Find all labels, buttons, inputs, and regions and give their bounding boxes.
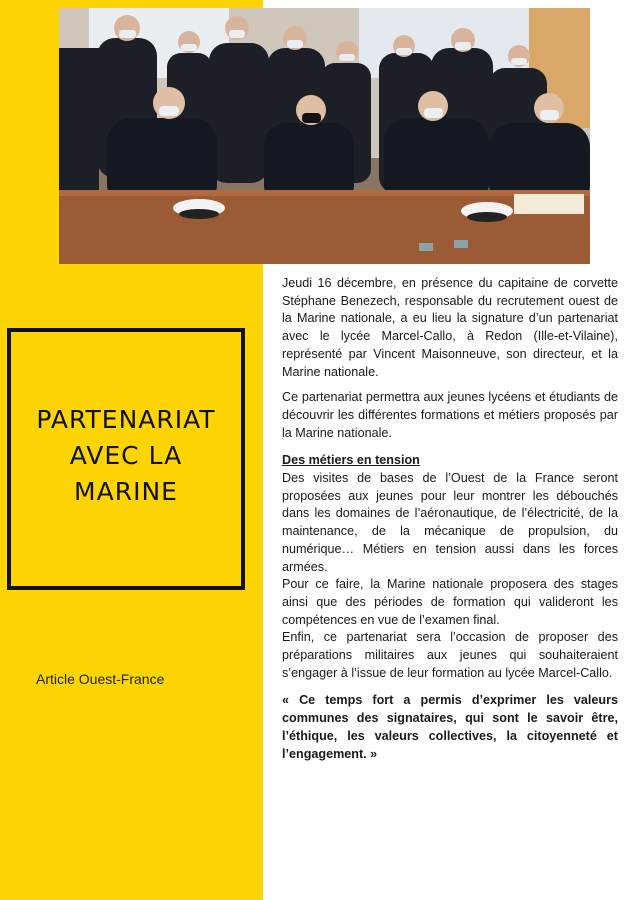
article-quote: « Ce temps fort a permis d’exprimer les valeurs communes des signataires, qui sont le savoir être, l’éthique, les valeurs collectives, la citoyenneté et l’engagement. » [282, 693, 618, 761]
group-photo [59, 8, 590, 264]
article-source: Article Ouest-France [36, 671, 165, 687]
article-paragraph-2: Ce partenariat permettra aux jeunes lycéens et étudiants de découvrir les différentes formations et métiers proposés par la Marine nationale. [282, 390, 618, 440]
title-frame [7, 328, 245, 590]
article-paragraph-4: Pour ce faire, la Marine nationale proposera des stages ainsi que des périodes de formation qui valideront les compétences en vue de l’examen final. [282, 577, 618, 627]
article-paragraph-3: Des visites de bases de l’Ouest de la France seront proposées aux jeunes pour leur montrer les débouchés dans les domaines de l’aéronautique, de l’électricité, de la maintenance, de la mécanique de propulsion, du numérique… Métiers en tension aussi dans les forces armées. [282, 471, 618, 574]
section-heading: Des métiers en tension [282, 453, 420, 468]
page-title: PARTENARIAT AVEC LA MARINE [36, 405, 216, 506]
article-paragraph-1: Jeudi 16 décembre, en présence du capitaine de corvette Stéphane Benezech, responsable du recrutement ouest de la Marine nationale, a eu lieu la signature d’un partenariat avec le lycée Marcel-Callo, à Redon (Ille-et-Vilaine), représenté par Vincent Maisonneuve, son directeur, et la Marine nationale. [282, 276, 618, 379]
article-paragraph-5: Enfin, ce partenariat sera l’occasion de proposer des préparations militaires aux jeunes qui souhaiteraient s’engager à l’issue de leur formation au lycée Marcel-Callo. [282, 630, 618, 680]
article-body [282, 275, 618, 763]
